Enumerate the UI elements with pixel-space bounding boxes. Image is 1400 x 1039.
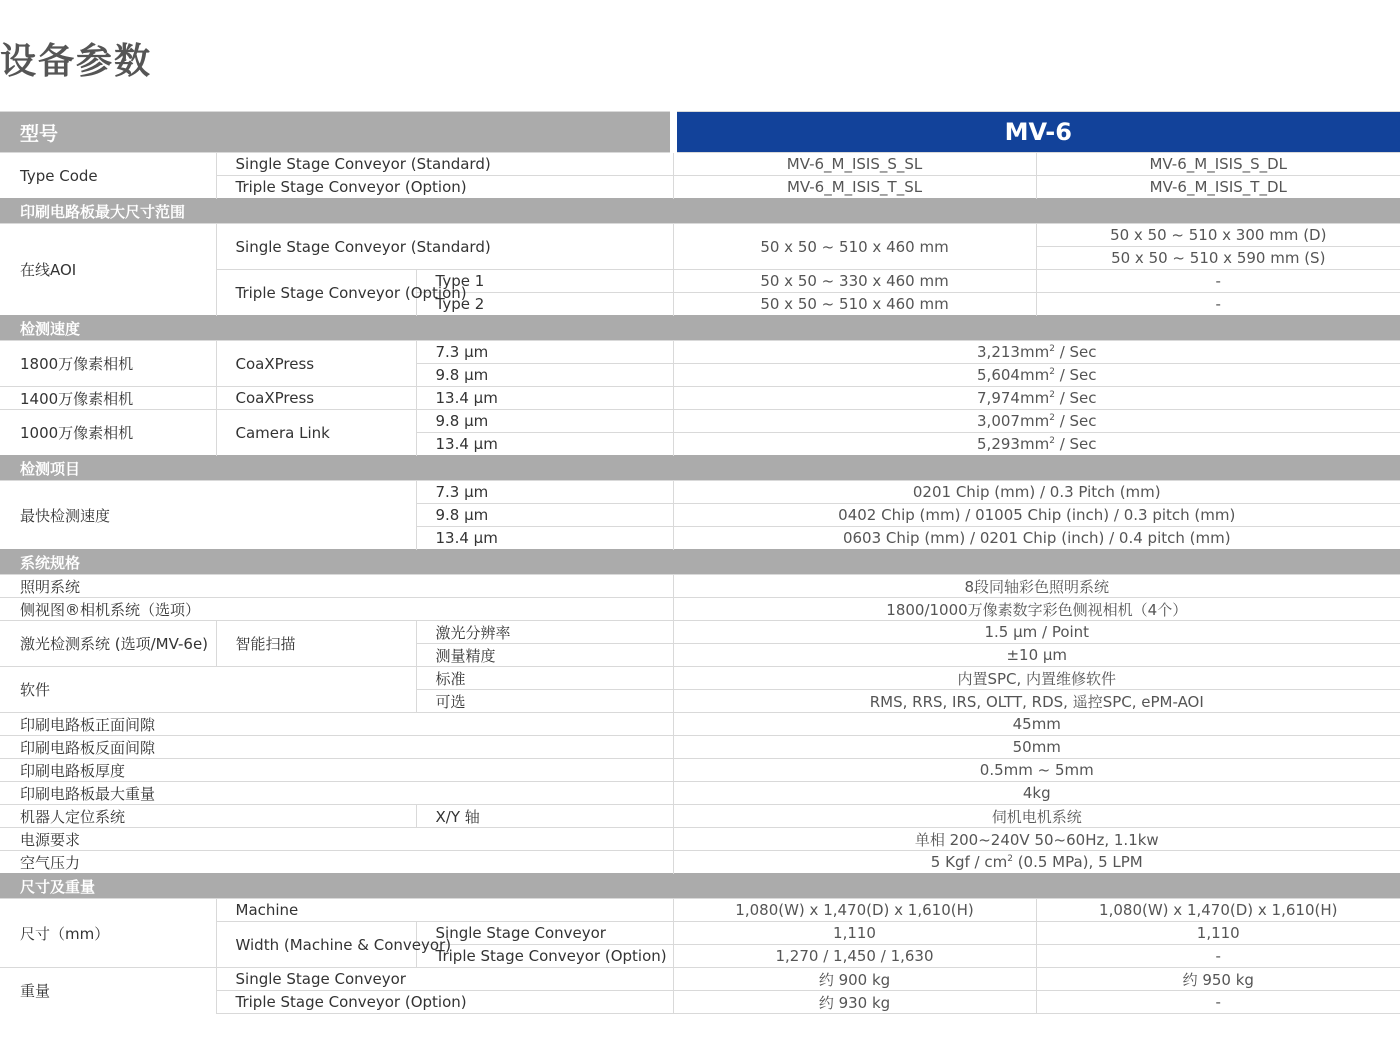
table-row (0, 899, 1400, 922)
table-row (0, 782, 1400, 805)
resolution-label: 9.8 μm (416, 504, 673, 527)
speed-value (673, 410, 1400, 433)
row-label: 在线AOI (0, 224, 216, 316)
value-cell: 约 900 kg (673, 968, 1036, 991)
speed-number: 3,007mm (977, 412, 1050, 430)
type-code-value: MV-6_M_ISIS_T_SL (673, 176, 1036, 199)
sub-label: Machine (216, 899, 673, 922)
value-cell: 1,080(W) x 1,470(D) x 1,610(H) (673, 899, 1036, 922)
value-cell: 1,270 / 1,450 / 1,630 (673, 945, 1036, 968)
camera-label: 1000万像素相机 (0, 410, 216, 456)
resolution-label: 13.4 μm (416, 387, 673, 410)
resolution-label: 9.8 μm (416, 410, 673, 433)
type-label: Type 2 (416, 293, 673, 316)
type-code-value: MV-6_M_ISIS_S_DL (1036, 153, 1400, 176)
air-value: 5 Kgf / cm (930, 853, 1008, 871)
speed-value (673, 364, 1400, 387)
table-row (0, 805, 1400, 828)
superscript: 2 (1049, 344, 1055, 354)
section-title: 检测速度 (0, 316, 1400, 341)
speed-unit: / Sec (1054, 435, 1097, 453)
table-row (0, 851, 1400, 874)
value-cell: 1,110 (1036, 922, 1400, 945)
value-cell: 50 x 50 ~ 510 x 460 mm (673, 293, 1036, 316)
table-row (0, 621, 1400, 644)
speed-value (673, 387, 1400, 410)
speed-unit: / Sec (1054, 389, 1097, 407)
camera-label: 1800万像素相机 (0, 341, 216, 387)
row-label: 激光检测系统 (选项/MV-6e) (0, 621, 216, 667)
speed-number: 5,293mm (977, 435, 1050, 453)
speed-value (673, 433, 1400, 456)
table-row (0, 713, 1400, 736)
page-title: 设备参数 (0, 41, 153, 82)
resolution-label: 7.3 μm (416, 341, 673, 364)
table-row (0, 153, 1400, 176)
value-cell: 1,110 (673, 922, 1036, 945)
value-cell: 1800/1000万像素数字彩色侧视相机（4个） (673, 598, 1400, 621)
row-label: 空气压力 (0, 851, 673, 874)
type-code-conveyor: Single Stage Conveyor (Standard) (216, 153, 673, 176)
interface-label: Camera Link (216, 410, 416, 456)
value-cell: 0402 Chip (mm) / 01005 Chip (inch) / 0.3 pitch (mm) (673, 504, 1400, 527)
row-label: 重量 (0, 968, 216, 1014)
section-header (0, 199, 1400, 224)
section-header (0, 550, 1400, 575)
value-cell: 约 950 kg (1036, 968, 1400, 991)
type-code-conveyor: Triple Stage Conveyor (Option) (216, 176, 673, 199)
value-cell: 0603 Chip (mm) / 0201 Chip (inch) / 0.4 pitch (mm) (673, 527, 1400, 550)
table-row (0, 341, 1400, 364)
row-label: 最快检测速度 (0, 481, 416, 550)
superscript: 2 (1007, 854, 1013, 864)
value-cell: 50 x 50 ~ 510 x 460 mm (673, 224, 1036, 270)
table-row (0, 759, 1400, 782)
conveyor-label: Triple Stage Conveyor (Option) (216, 270, 416, 316)
table-row (0, 667, 1400, 690)
row-label: 印刷电路板反面间隙 (0, 736, 673, 759)
table-row (0, 224, 1400, 247)
value-cell (673, 851, 1400, 874)
speed-unit: / Sec (1054, 366, 1097, 384)
table-row (0, 598, 1400, 621)
table-row (0, 575, 1400, 598)
speed-number: 7,974mm (977, 389, 1050, 407)
value-cell: RMS, RRS, IRS, OLTT, RDS, 遥控SPC, ePM-AOI (673, 690, 1400, 713)
section-title: 检测项目 (0, 456, 1400, 481)
section-header (0, 874, 1400, 899)
row-label: 照明系统 (0, 575, 673, 598)
section-header (0, 316, 1400, 341)
value-cell: 1,080(W) x 1,470(D) x 1,610(H) (1036, 899, 1400, 922)
sub-label: Width (Machine & Conveyor) (216, 922, 416, 968)
table-header-row (0, 112, 1400, 153)
sub-label: Single Stage Conveyor (216, 968, 673, 991)
conveyor-label: Single Stage Conveyor (Standard) (216, 224, 673, 270)
resolution-label: 9.8 μm (416, 364, 673, 387)
type-code-label: Type Code (0, 153, 216, 199)
sub-label: Single Stage Conveyor (416, 922, 673, 945)
sub-label: 可选 (416, 690, 673, 713)
value-cell: 0.5mm ~ 5mm (673, 759, 1400, 782)
value-cell: 50mm (673, 736, 1400, 759)
value-cell: 1.5 μm / Point (673, 621, 1400, 644)
superscript: 2 (1049, 367, 1055, 377)
speed-unit: / Sec (1054, 412, 1097, 430)
sub-label: X/Y 轴 (416, 805, 673, 828)
speed-unit: / Sec (1054, 343, 1097, 361)
section-header (0, 456, 1400, 481)
value-cell: 8段同轴彩色照明系统 (673, 575, 1400, 598)
sub-label: 智能扫描 (216, 621, 416, 667)
model-label: 型号 (0, 112, 673, 153)
row-label: 印刷电路板正面间隙 (0, 713, 673, 736)
value-cell: 50 x 50 ~ 330 x 460 mm (673, 270, 1036, 293)
resolution-label: 13.4 μm (416, 527, 673, 550)
speed-value (673, 341, 1400, 364)
value-cell: 约 930 kg (673, 991, 1036, 1014)
section-title: 印刷电路板最大尺寸范围 (0, 199, 1400, 224)
value-cell: ±10 μm (673, 644, 1400, 667)
value-cell: 伺机电机系统 (673, 805, 1400, 828)
table-row (0, 387, 1400, 410)
value-cell: 50 x 50 ~ 510 x 590 mm (S) (1036, 247, 1400, 270)
value-cell: 50 x 50 ~ 510 x 300 mm (D) (1036, 224, 1400, 247)
model-name: MV-6 (673, 112, 1400, 153)
interface-label: CoaXPress (216, 387, 416, 410)
row-label: 印刷电路板最大重量 (0, 782, 673, 805)
type-code-value: MV-6_M_ISIS_T_DL (1036, 176, 1400, 199)
row-label: 软件 (0, 667, 416, 713)
camera-label: 1400万像素相机 (0, 387, 216, 410)
speed-number: 3,213mm (977, 343, 1050, 361)
sub-label: 标准 (416, 667, 673, 690)
spec-table (0, 111, 1400, 1014)
value-cell: 0201 Chip (mm) / 0.3 Pitch (mm) (673, 481, 1400, 504)
type-code-value: MV-6_M_ISIS_S_SL (673, 153, 1036, 176)
row-label: 侧视图®相机系统（选项） (0, 598, 673, 621)
row-label: 尺寸（mm） (0, 899, 216, 968)
section-title: 系统规格 (0, 550, 1400, 575)
table-row (0, 481, 1400, 504)
row-label: 印刷电路板厚度 (0, 759, 673, 782)
table-row (0, 410, 1400, 433)
section-title: 尺寸及重量 (0, 874, 1400, 899)
value-cell: 4kg (673, 782, 1400, 805)
value-cell: 45mm (673, 713, 1400, 736)
value-cell: - (1036, 270, 1400, 293)
superscript: 2 (1049, 436, 1055, 446)
value-cell: - (1036, 991, 1400, 1014)
row-label: 机器人定位系统 (0, 805, 416, 828)
interface-label: CoaXPress (216, 341, 416, 387)
air-value: (0.5 MPa), 5 LPM (1012, 853, 1143, 871)
value-cell: - (1036, 945, 1400, 968)
table-row (0, 736, 1400, 759)
table-row (0, 968, 1400, 991)
value-cell: - (1036, 293, 1400, 316)
type-label: Type 1 (416, 270, 673, 293)
resolution-label: 7.3 μm (416, 481, 673, 504)
row-label: 电源要求 (0, 828, 673, 851)
sub-label: 测量精度 (416, 644, 673, 667)
value-cell: 单相 200~240V 50~60Hz, 1.1kw (673, 828, 1400, 851)
sub-label: Triple Stage Conveyor (Option) (216, 991, 673, 1014)
superscript: 2 (1049, 413, 1055, 423)
superscript: 2 (1049, 390, 1055, 400)
value-cell: 内置SPC, 内置维修软件 (673, 667, 1400, 690)
sub-label: Triple Stage Conveyor (Option) (416, 945, 673, 968)
resolution-label: 13.4 μm (416, 433, 673, 456)
speed-number: 5,604mm (977, 366, 1050, 384)
sub-label: 激光分辨率 (416, 621, 673, 644)
table-row (0, 828, 1400, 851)
